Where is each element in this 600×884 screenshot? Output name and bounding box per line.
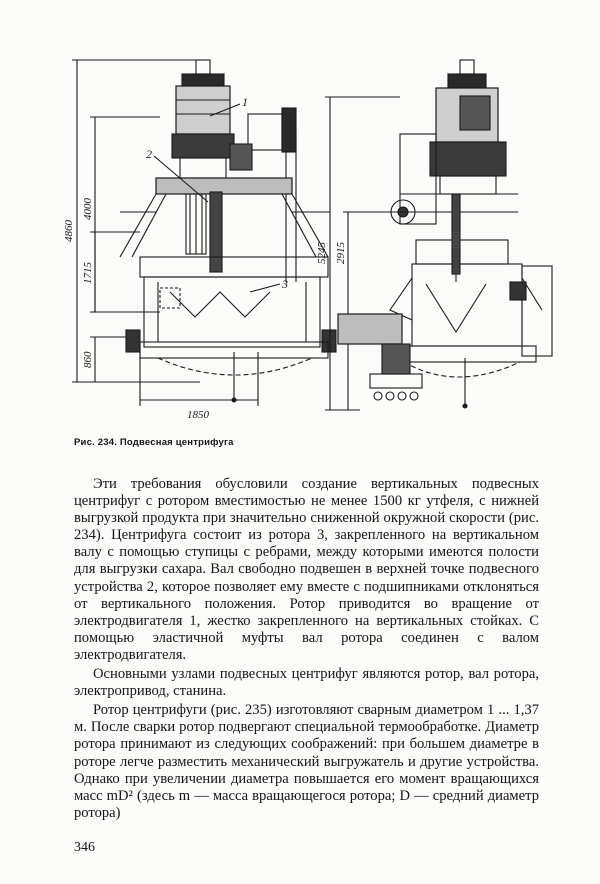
callout-3-label: 3: [282, 277, 288, 291]
callout-2-label: 2: [146, 147, 152, 161]
dim-4000-label: 4000: [82, 198, 94, 220]
figure-caption: Рис. 234. Подвесная центрифуга: [74, 437, 234, 448]
dim-1850-label: 1850: [187, 409, 209, 421]
paragraph-2: Основными узлами подвесных центрифуг являются ротор, вал ротора, электропривод, станина.: [74, 666, 539, 700]
body-text: [74, 476, 539, 822]
figure-centrifuge-drawing: [60, 52, 560, 424]
paragraph-3: Ротор центрифуги (рис. 235) изготовляют сварным диаметром 1 ... 1,37 м. После сварки ротор подвергают специальной термообработке. Диаметр ротора принимают из следующих соображений: при большем диаметре в роторе легче разместить механический выгружатель и другие устройства. Однако при увеличении диаметра повышается его момент вращающихся масс mD² (здесь m — масса вращающегося ротора; D — средний диаметр ротора): [74, 702, 539, 821]
callout-1-label: 1: [242, 95, 248, 109]
paragraph-1: Эти требования обусловили создание вертикальных подвесных центрифуг с ротором вместимостью не менее 1500 кг утфеля, с нижней выгрузкой продукта при значительно сниженной окружной скорости (рис. 234). Центрифуга состоит из ротора 3, закрепленного на вертикальном валу с помощью ступицы с ребрами, между которыми имеются полости для выгрузки сахара. Вал свободно подвешен в верхней точке подвесного устройства 2, которое позволяет ему вместе с подшипниками отклоняться от вертикального положения. Ротор приводится во вращение от электродвигателя 1, жестко закрепленного на вертикальных стойках. С помощью эластичной муфты вал ротора соединен с валом электродвигателя.: [74, 476, 539, 663]
dim-1715-label: 1715: [82, 262, 94, 284]
left-view-machine: [120, 60, 336, 402]
right-view-machine: [338, 60, 552, 408]
dim-4860-label: 4860: [63, 220, 75, 242]
dim-5245-label: 5245: [316, 242, 328, 264]
dim-860-label: 860: [82, 351, 94, 368]
page-number: 346: [74, 840, 95, 855]
dim-2915-label: 2915: [335, 242, 347, 264]
